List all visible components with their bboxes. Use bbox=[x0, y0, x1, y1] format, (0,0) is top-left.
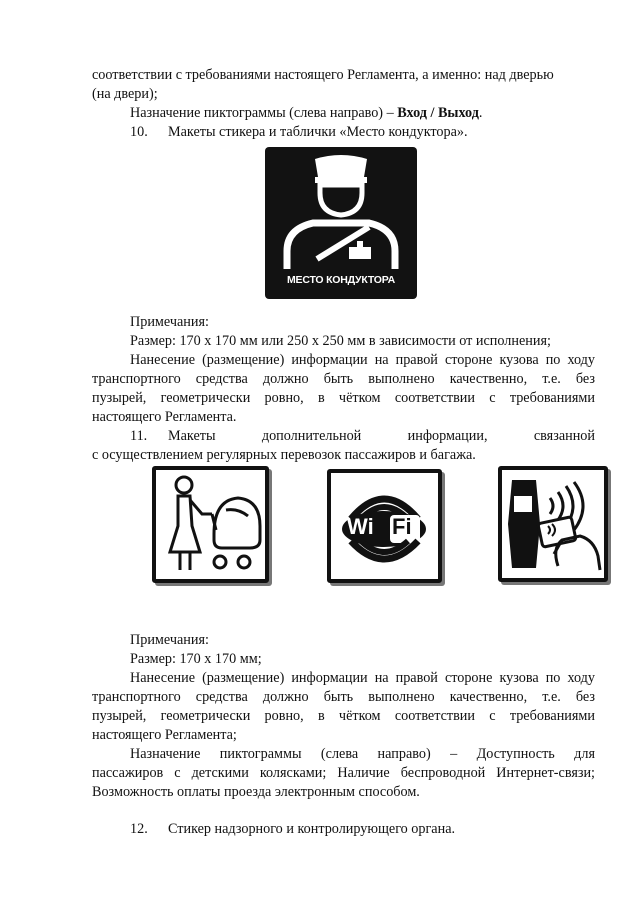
text-span: . bbox=[478, 105, 483, 121]
paragraph-line: соответствии с требованиями настоящего Регламента, а именно: над дверью bbox=[92, 67, 554, 83]
paragraph-line: Возможность оплаты проезда электронным способом. bbox=[92, 784, 420, 800]
bold-text: Вход / Выход bbox=[397, 105, 479, 121]
payment-sign bbox=[498, 466, 608, 582]
list-text: Стикер надзорного и контролирующего органа. bbox=[168, 821, 456, 837]
paragraph-line: транспортного средства должно быть выполнено качественно, т.е. без bbox=[92, 689, 595, 705]
paragraph-line: Размер: 170 х 170 мм или 250 х 250 мм в зависимости от исполнения; bbox=[130, 333, 551, 349]
wifi-text-fi: Fi bbox=[392, 514, 412, 539]
paragraph-line: Нанесение (размещение) информации на правой стороне кузова по ходу bbox=[130, 352, 595, 368]
list-text: Макеты bbox=[168, 428, 216, 444]
notes-title: Примечания: bbox=[130, 314, 209, 330]
list-number: 10. bbox=[130, 124, 148, 140]
paragraph-line: Размер: 170 х 170 мм; bbox=[130, 651, 262, 667]
paragraph-line: Нанесение (размещение) информации на правой стороне кузова по ходу bbox=[130, 670, 595, 686]
stroller-sign bbox=[152, 466, 269, 583]
contactless-payment-icon bbox=[502, 470, 604, 578]
list-item-12 bbox=[130, 820, 595, 839]
paragraph-line: Назначение пиктограммы (слева направо) – Доступность для bbox=[130, 746, 595, 762]
paragraph-line: настоящего Регламента. bbox=[92, 409, 237, 425]
list-number: 12. bbox=[130, 821, 148, 837]
paragraph-line bbox=[130, 104, 595, 123]
wifi-sign bbox=[327, 469, 442, 583]
conductor-sign bbox=[265, 147, 417, 299]
paragraph-line: (на двери); bbox=[92, 86, 158, 102]
paragraph-line: транспортного средства должно быть выполнено качественно, т.е. без bbox=[92, 371, 595, 387]
paragraph-line: настоящего Регламента; bbox=[92, 727, 237, 743]
conductor-icon bbox=[265, 147, 417, 272]
paragraph-line: пузырей, геометрически ровно, в чётком соответствии с требованиями bbox=[92, 708, 595, 724]
list-text: Макеты стикера и таблички «Место кондуктора». bbox=[168, 124, 468, 140]
conductor-label: МЕСТО КОНДУКТОРА bbox=[286, 274, 396, 286]
list-text: связанной bbox=[533, 428, 595, 444]
paragraph-line: с осуществлением регулярных перевозок пассажиров и багажа. bbox=[92, 447, 476, 463]
notes-title: Примечания: bbox=[130, 632, 209, 648]
list-number: 11. bbox=[130, 428, 148, 444]
wifi-text-wi: Wi bbox=[347, 514, 374, 539]
stroller-icon bbox=[156, 470, 265, 579]
list-text: информации, bbox=[407, 428, 488, 444]
text-span: Назначение пиктограммы (слева направо) – bbox=[130, 105, 398, 121]
paragraph-line: пассажиров с детскими колясками; Наличие беспроводной Интернет-связи; bbox=[92, 765, 595, 781]
list-item-10 bbox=[130, 123, 595, 142]
list-text: дополнительной bbox=[261, 428, 362, 444]
list-item-11 bbox=[130, 427, 595, 446]
paragraph-line: пузырей, геометрически ровно, в чётком соответствии с требованиями bbox=[92, 390, 595, 406]
